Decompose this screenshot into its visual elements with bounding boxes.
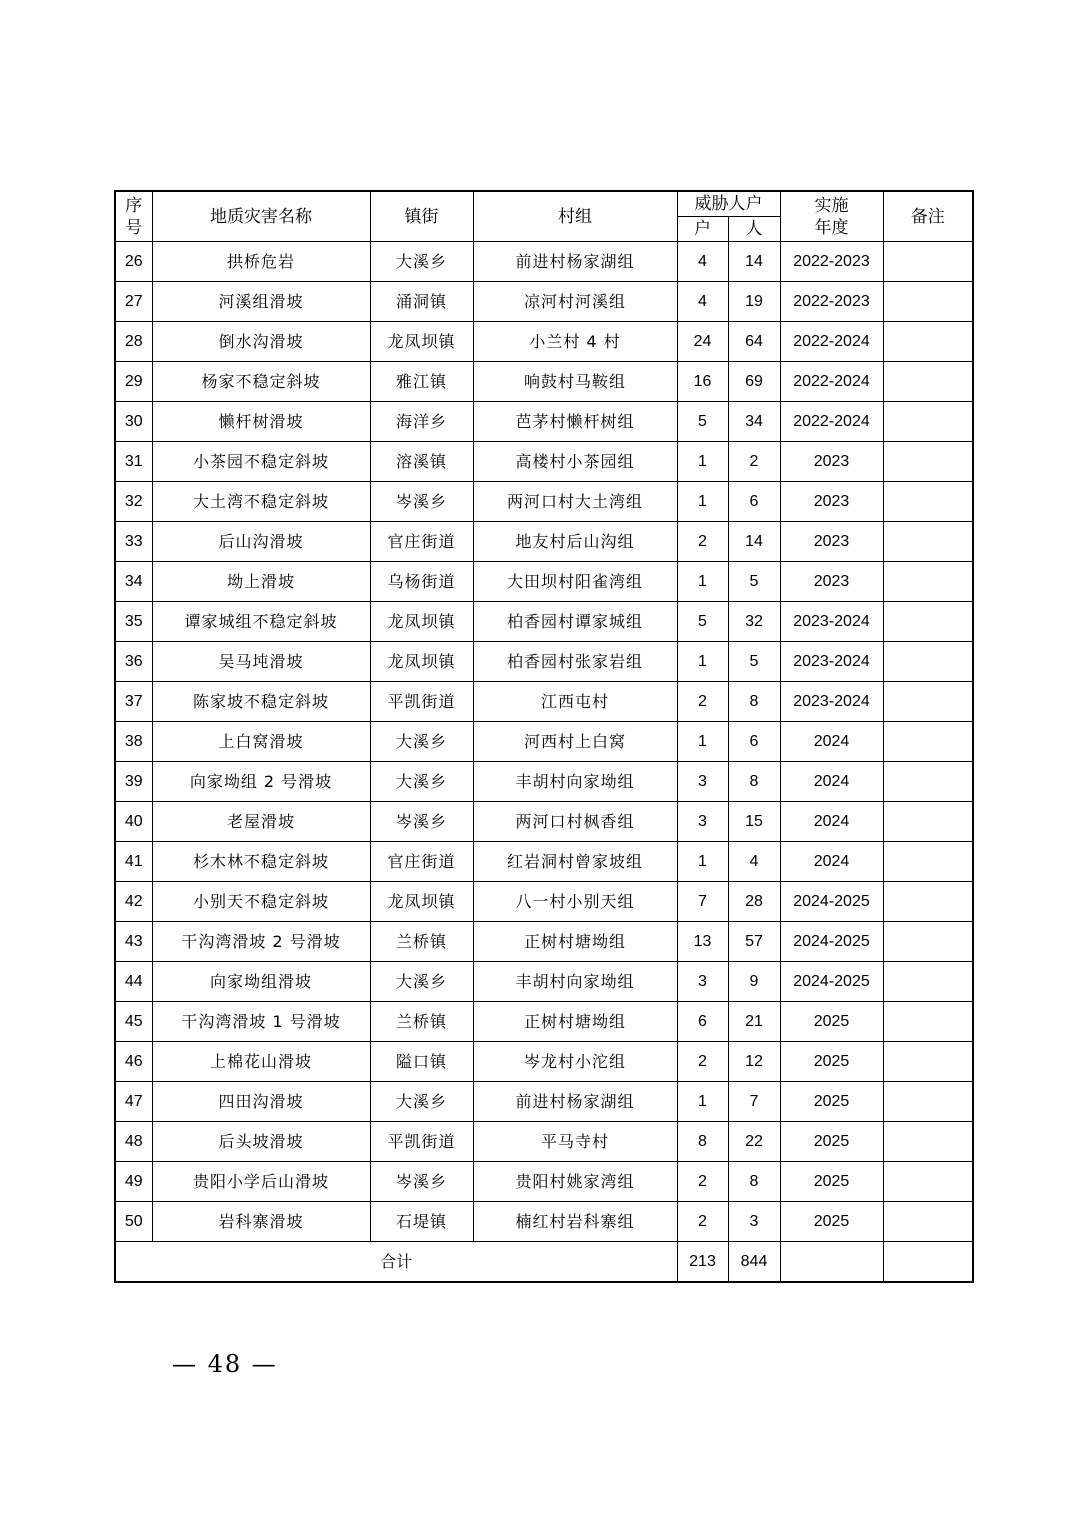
cell-name: 坳上滑坡 bbox=[152, 562, 370, 602]
cell-remark bbox=[883, 482, 973, 522]
cell-village: 河西村上白窝 bbox=[473, 722, 677, 762]
cell-village: 楠红村岩科寨组 bbox=[473, 1202, 677, 1242]
cell-seq: 42 bbox=[115, 882, 152, 922]
cell-village: 前进村杨家湖组 bbox=[473, 242, 677, 282]
cell-year: 2023 bbox=[780, 482, 883, 522]
table-row bbox=[115, 1002, 973, 1042]
table-row bbox=[115, 682, 973, 722]
cell-households: 1 bbox=[677, 442, 728, 482]
header-seq-line1: 序 bbox=[125, 195, 143, 216]
cell-people: 2 bbox=[728, 442, 780, 482]
cell-town: 平凯街道 bbox=[370, 682, 473, 722]
table-row bbox=[115, 362, 973, 402]
cell-village: 响鼓村马鞍组 bbox=[473, 362, 677, 402]
cell-households: 2 bbox=[677, 1162, 728, 1202]
cell-year: 2024 bbox=[780, 762, 883, 802]
table-header bbox=[115, 191, 973, 242]
cell-town: 雅江镇 bbox=[370, 362, 473, 402]
cell-households: 3 bbox=[677, 962, 728, 1002]
cell-town: 溶溪镇 bbox=[370, 442, 473, 482]
cell-people: 8 bbox=[728, 682, 780, 722]
cell-people: 64 bbox=[728, 322, 780, 362]
cell-people: 8 bbox=[728, 1162, 780, 1202]
cell-town: 岑溪乡 bbox=[370, 482, 473, 522]
header-name: 地质灾害名称 bbox=[152, 191, 370, 242]
cell-year: 2024 bbox=[780, 842, 883, 882]
total-label: 合计 bbox=[115, 1242, 677, 1283]
cell-households: 7 bbox=[677, 882, 728, 922]
cell-people: 6 bbox=[728, 722, 780, 762]
cell-village: 地友村后山沟组 bbox=[473, 522, 677, 562]
table-row bbox=[115, 562, 973, 602]
cell-people: 5 bbox=[728, 642, 780, 682]
cell-remark bbox=[883, 282, 973, 322]
cell-people: 12 bbox=[728, 1042, 780, 1082]
cell-households: 2 bbox=[677, 1042, 728, 1082]
cell-households: 13 bbox=[677, 922, 728, 962]
cell-year: 2022-2023 bbox=[780, 242, 883, 282]
cell-year: 2023 bbox=[780, 562, 883, 602]
cell-village: 两河口村枫香组 bbox=[473, 802, 677, 842]
cell-year: 2022-2023 bbox=[780, 282, 883, 322]
cell-town: 涌洞镇 bbox=[370, 282, 473, 322]
cell-year: 2024 bbox=[780, 722, 883, 762]
cell-year: 2025 bbox=[780, 1122, 883, 1162]
cell-remark bbox=[883, 1002, 973, 1042]
cell-households: 4 bbox=[677, 282, 728, 322]
cell-year: 2024-2025 bbox=[780, 922, 883, 962]
header-households: 户 bbox=[677, 217, 728, 242]
cell-seq: 41 bbox=[115, 842, 152, 882]
cell-year: 2023-2024 bbox=[780, 602, 883, 642]
cell-year: 2025 bbox=[780, 1202, 883, 1242]
header-remark: 备注 bbox=[883, 191, 973, 242]
table-row bbox=[115, 802, 973, 842]
cell-town: 官庄街道 bbox=[370, 522, 473, 562]
cell-seq: 32 bbox=[115, 482, 152, 522]
table-row bbox=[115, 962, 973, 1002]
table-row bbox=[115, 1122, 973, 1162]
cell-year: 2025 bbox=[780, 1042, 883, 1082]
total-row bbox=[115, 1242, 973, 1283]
cell-name: 陈家坡不稳定斜坡 bbox=[152, 682, 370, 722]
cell-name: 贵阳小学后山滑坡 bbox=[152, 1162, 370, 1202]
total-year bbox=[780, 1242, 883, 1283]
cell-people: 57 bbox=[728, 922, 780, 962]
header-people: 人 bbox=[728, 217, 780, 242]
cell-households: 1 bbox=[677, 1082, 728, 1122]
cell-year: 2022-2024 bbox=[780, 362, 883, 402]
cell-households: 1 bbox=[677, 642, 728, 682]
cell-village: 红岩洞村曾家坡组 bbox=[473, 842, 677, 882]
cell-year: 2024 bbox=[780, 802, 883, 842]
table-row bbox=[115, 442, 973, 482]
cell-name: 小别天不稳定斜坡 bbox=[152, 882, 370, 922]
cell-name: 老屋滑坡 bbox=[152, 802, 370, 842]
cell-seq: 27 bbox=[115, 282, 152, 322]
cell-seq: 37 bbox=[115, 682, 152, 722]
table-row bbox=[115, 282, 973, 322]
cell-remark bbox=[883, 682, 973, 722]
cell-village: 江西屯村 bbox=[473, 682, 677, 722]
table-row bbox=[115, 922, 973, 962]
table-row bbox=[115, 642, 973, 682]
cell-seq: 49 bbox=[115, 1162, 152, 1202]
table-footer bbox=[115, 1242, 973, 1283]
cell-seq: 30 bbox=[115, 402, 152, 442]
cell-remark bbox=[883, 1202, 973, 1242]
cell-seq: 34 bbox=[115, 562, 152, 602]
cell-seq: 39 bbox=[115, 762, 152, 802]
cell-year: 2023-2024 bbox=[780, 642, 883, 682]
cell-name: 后头坡滑坡 bbox=[152, 1122, 370, 1162]
cell-households: 2 bbox=[677, 682, 728, 722]
cell-people: 4 bbox=[728, 842, 780, 882]
cell-people: 8 bbox=[728, 762, 780, 802]
cell-households: 2 bbox=[677, 1202, 728, 1242]
cell-village: 大田坝村阳雀湾组 bbox=[473, 562, 677, 602]
cell-remark bbox=[883, 842, 973, 882]
cell-people: 6 bbox=[728, 482, 780, 522]
cell-town: 大溪乡 bbox=[370, 242, 473, 282]
cell-name: 杉木林不稳定斜坡 bbox=[152, 842, 370, 882]
cell-households: 5 bbox=[677, 402, 728, 442]
cell-remark bbox=[883, 362, 973, 402]
cell-village: 小兰村 4 村 bbox=[473, 322, 677, 362]
cell-people: 9 bbox=[728, 962, 780, 1002]
table-row bbox=[115, 882, 973, 922]
cell-remark bbox=[883, 442, 973, 482]
cell-households: 3 bbox=[677, 802, 728, 842]
total-remark bbox=[883, 1242, 973, 1283]
cell-town: 隘口镇 bbox=[370, 1042, 473, 1082]
cell-town: 官庄街道 bbox=[370, 842, 473, 882]
header-year-line2: 年度 bbox=[814, 217, 849, 238]
cell-people: 14 bbox=[728, 242, 780, 282]
cell-households: 1 bbox=[677, 842, 728, 882]
cell-town: 岑溪乡 bbox=[370, 802, 473, 842]
table-row bbox=[115, 1082, 973, 1122]
table-row bbox=[115, 482, 973, 522]
cell-seq: 29 bbox=[115, 362, 152, 402]
cell-year: 2025 bbox=[780, 1002, 883, 1042]
cell-people: 34 bbox=[728, 402, 780, 442]
cell-year: 2022-2024 bbox=[780, 402, 883, 442]
cell-name: 小茶园不稳定斜坡 bbox=[152, 442, 370, 482]
cell-remark bbox=[883, 642, 973, 682]
cell-remark bbox=[883, 242, 973, 282]
cell-year: 2024-2025 bbox=[780, 962, 883, 1002]
cell-village: 岑龙村小沱组 bbox=[473, 1042, 677, 1082]
table-row bbox=[115, 322, 973, 362]
header-year-line1: 实施 bbox=[814, 195, 849, 216]
header-threat: 威胁人户 bbox=[677, 191, 780, 217]
cell-people: 19 bbox=[728, 282, 780, 322]
cell-households: 6 bbox=[677, 1002, 728, 1042]
cell-town: 平凯街道 bbox=[370, 1122, 473, 1162]
cell-seq: 50 bbox=[115, 1202, 152, 1242]
cell-seq: 47 bbox=[115, 1082, 152, 1122]
cell-year: 2023-2024 bbox=[780, 682, 883, 722]
cell-name: 上白窝滑坡 bbox=[152, 722, 370, 762]
cell-year: 2025 bbox=[780, 1082, 883, 1122]
cell-remark bbox=[883, 602, 973, 642]
cell-remark bbox=[883, 562, 973, 602]
cell-name: 四田沟滑坡 bbox=[152, 1082, 370, 1122]
cell-name: 上棉花山滑坡 bbox=[152, 1042, 370, 1082]
cell-remark bbox=[883, 802, 973, 842]
cell-seq: 44 bbox=[115, 962, 152, 1002]
cell-seq: 26 bbox=[115, 242, 152, 282]
cell-name: 向家坳组滑坡 bbox=[152, 962, 370, 1002]
cell-name: 倒水沟滑坡 bbox=[152, 322, 370, 362]
cell-people: 32 bbox=[728, 602, 780, 642]
table-row bbox=[115, 762, 973, 802]
cell-people: 28 bbox=[728, 882, 780, 922]
cell-seq: 38 bbox=[115, 722, 152, 762]
cell-town: 大溪乡 bbox=[370, 762, 473, 802]
cell-people: 5 bbox=[728, 562, 780, 602]
cell-town: 龙凤坝镇 bbox=[370, 882, 473, 922]
cell-households: 8 bbox=[677, 1122, 728, 1162]
cell-name: 后山沟滑坡 bbox=[152, 522, 370, 562]
cell-people: 3 bbox=[728, 1202, 780, 1242]
header-seq bbox=[115, 191, 152, 242]
cell-name: 干沟湾滑坡 2 号滑坡 bbox=[152, 922, 370, 962]
cell-town: 龙凤坝镇 bbox=[370, 322, 473, 362]
cell-village: 平马寺村 bbox=[473, 1122, 677, 1162]
cell-households: 24 bbox=[677, 322, 728, 362]
cell-village: 丰胡村向家坳组 bbox=[473, 762, 677, 802]
cell-seq: 48 bbox=[115, 1122, 152, 1162]
table-row bbox=[115, 1202, 973, 1242]
cell-name: 吴马坉滑坡 bbox=[152, 642, 370, 682]
table-row bbox=[115, 1042, 973, 1082]
cell-village: 正树村塘坳组 bbox=[473, 922, 677, 962]
cell-seq: 46 bbox=[115, 1042, 152, 1082]
cell-people: 21 bbox=[728, 1002, 780, 1042]
cell-remark bbox=[883, 1122, 973, 1162]
cell-name: 干沟湾滑坡 1 号滑坡 bbox=[152, 1002, 370, 1042]
table-body bbox=[115, 242, 973, 1242]
cell-households: 1 bbox=[677, 562, 728, 602]
cell-year: 2024-2025 bbox=[780, 882, 883, 922]
cell-name: 谭家城组不稳定斜坡 bbox=[152, 602, 370, 642]
cell-town: 乌杨街道 bbox=[370, 562, 473, 602]
cell-name: 大土湾不稳定斜坡 bbox=[152, 482, 370, 522]
cell-town: 海洋乡 bbox=[370, 402, 473, 442]
cell-people: 15 bbox=[728, 802, 780, 842]
cell-town: 大溪乡 bbox=[370, 722, 473, 762]
cell-year: 2023 bbox=[780, 442, 883, 482]
cell-village: 八一村小别天组 bbox=[473, 882, 677, 922]
cell-village: 高楼村小茶园组 bbox=[473, 442, 677, 482]
cell-year: 2023 bbox=[780, 522, 883, 562]
cell-village: 柏香园村张家岩组 bbox=[473, 642, 677, 682]
cell-name: 向家坳组 2 号滑坡 bbox=[152, 762, 370, 802]
table-row bbox=[115, 402, 973, 442]
cell-remark bbox=[883, 962, 973, 1002]
cell-name: 岩科寨滑坡 bbox=[152, 1202, 370, 1242]
cell-village: 芭茅村懒杆树组 bbox=[473, 402, 677, 442]
cell-people: 14 bbox=[728, 522, 780, 562]
cell-remark bbox=[883, 322, 973, 362]
cell-town: 岑溪乡 bbox=[370, 1162, 473, 1202]
cell-remark bbox=[883, 922, 973, 962]
cell-village: 前进村杨家湖组 bbox=[473, 1082, 677, 1122]
table-row bbox=[115, 602, 973, 642]
cell-village: 正树村塘坳组 bbox=[473, 1002, 677, 1042]
table-row bbox=[115, 242, 973, 282]
cell-town: 龙凤坝镇 bbox=[370, 642, 473, 682]
header-seq-line2: 号 bbox=[125, 217, 143, 238]
cell-seq: 28 bbox=[115, 322, 152, 362]
cell-year: 2025 bbox=[780, 1162, 883, 1202]
cell-households: 5 bbox=[677, 602, 728, 642]
cell-seq: 45 bbox=[115, 1002, 152, 1042]
cell-seq: 31 bbox=[115, 442, 152, 482]
cell-town: 兰桥镇 bbox=[370, 922, 473, 962]
cell-town: 大溪乡 bbox=[370, 962, 473, 1002]
cell-people: 22 bbox=[728, 1122, 780, 1162]
cell-households: 16 bbox=[677, 362, 728, 402]
header-town: 镇街 bbox=[370, 191, 473, 242]
page-number: — 48 — bbox=[172, 1350, 278, 1378]
cell-remark bbox=[883, 1162, 973, 1202]
cell-seq: 40 bbox=[115, 802, 152, 842]
cell-name: 拱桥危岩 bbox=[152, 242, 370, 282]
cell-remark bbox=[883, 762, 973, 802]
cell-people: 69 bbox=[728, 362, 780, 402]
cell-people: 7 bbox=[728, 1082, 780, 1122]
cell-households: 4 bbox=[677, 242, 728, 282]
cell-town: 龙凤坝镇 bbox=[370, 602, 473, 642]
cell-village: 柏香园村谭家城组 bbox=[473, 602, 677, 642]
cell-village: 凉河村河溪组 bbox=[473, 282, 677, 322]
cell-town: 石堤镇 bbox=[370, 1202, 473, 1242]
cell-households: 2 bbox=[677, 522, 728, 562]
cell-remark bbox=[883, 882, 973, 922]
cell-town: 兰桥镇 bbox=[370, 1002, 473, 1042]
total-households: 213 bbox=[677, 1242, 728, 1283]
cell-remark bbox=[883, 1082, 973, 1122]
cell-village: 两河口村大土湾组 bbox=[473, 482, 677, 522]
cell-households: 1 bbox=[677, 482, 728, 522]
cell-seq: 36 bbox=[115, 642, 152, 682]
cell-town: 大溪乡 bbox=[370, 1082, 473, 1122]
cell-remark bbox=[883, 1042, 973, 1082]
cell-village: 丰胡村向家坳组 bbox=[473, 962, 677, 1002]
cell-remark bbox=[883, 522, 973, 562]
header-year bbox=[780, 191, 883, 242]
hazard-table bbox=[114, 190, 974, 1283]
total-people: 844 bbox=[728, 1242, 780, 1283]
cell-seq: 35 bbox=[115, 602, 152, 642]
cell-seq: 33 bbox=[115, 522, 152, 562]
table-row bbox=[115, 842, 973, 882]
cell-seq: 43 bbox=[115, 922, 152, 962]
header-village: 村组 bbox=[473, 191, 677, 242]
table-row bbox=[115, 1162, 973, 1202]
cell-remark bbox=[883, 722, 973, 762]
cell-village: 贵阳村姚家湾组 bbox=[473, 1162, 677, 1202]
table-row bbox=[115, 522, 973, 562]
cell-households: 1 bbox=[677, 722, 728, 762]
cell-name: 懒杆树滑坡 bbox=[152, 402, 370, 442]
cell-remark bbox=[883, 402, 973, 442]
table-row bbox=[115, 722, 973, 762]
header-row-1 bbox=[115, 191, 973, 217]
cell-name: 河溪组滑坡 bbox=[152, 282, 370, 322]
cell-name: 杨家不稳定斜坡 bbox=[152, 362, 370, 402]
cell-households: 3 bbox=[677, 762, 728, 802]
cell-year: 2022-2024 bbox=[780, 322, 883, 362]
